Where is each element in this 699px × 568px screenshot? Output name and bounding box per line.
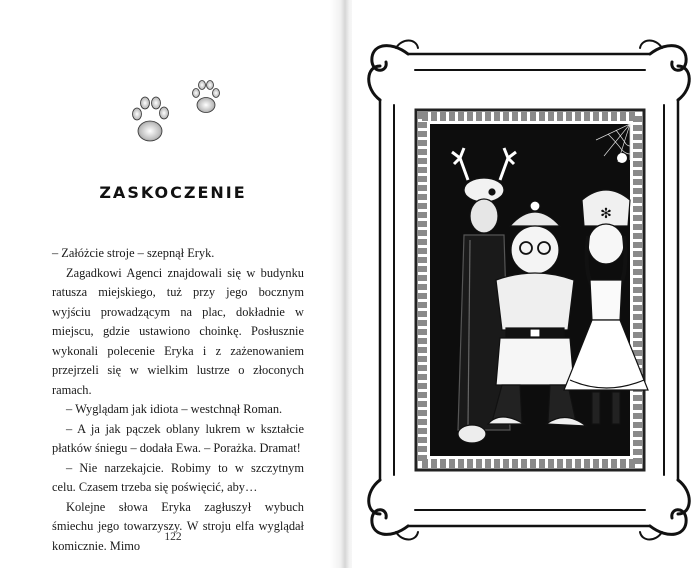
paragraph: – Nie narzekajcie. Robimy to w szczytnym celu. Czasem trzeba się poświęcić, aby… — [52, 460, 304, 494]
paragraph: Kolejne słowa Eryka zagłuszył wybuch śmiechu jego towarzyszy. W stroju elfa wyglądał komicznie. Mimo — [52, 499, 304, 553]
paragraph: – Wyglądam jak idiota – westchnął Roman. — [66, 402, 283, 416]
body-text — [52, 244, 304, 556]
paragraph: – A ja jak pączek oblany lukrem w kształcie płatków śniegu – dodała Ewa. – Porażka. Dramat! — [52, 421, 304, 455]
paw-prints-icon — [128, 76, 228, 156]
chapter-title: ZASKOCZENIE — [99, 183, 247, 202]
page-number: 122 — [164, 531, 182, 543]
paragraph: Zagadkowi Agenci znajdowali się w budynku ratusza miejskiego, tuż przy jego bocznym wyjściu prowadzącym na plac, dokładnie w miejscu, gdzie ustawiono choinkę. Posłusznie wykonali polecenie Eryka i z zażenowaniem przejrzeli się w wielkim lustrze o złoconych ramach. — [52, 265, 304, 397]
svg-text:✻: ✻ — [600, 206, 612, 222]
left-page — [0, 0, 346, 568]
paragraph: – Załóżcie stroje – szepnął Eryk. — [52, 246, 215, 260]
costume-illustration — [360, 30, 699, 550]
